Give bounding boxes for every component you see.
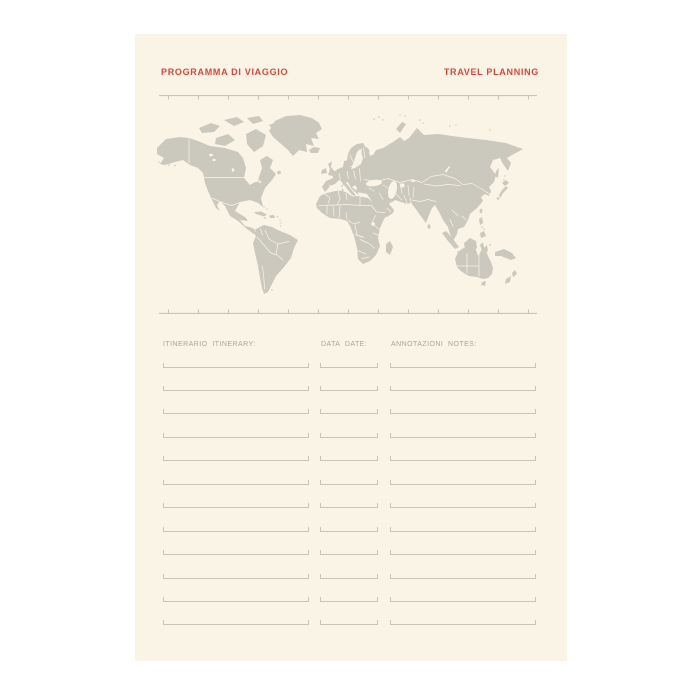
notes-entry-line[interactable] bbox=[390, 503, 536, 508]
itinerary-entry-line[interactable] bbox=[163, 597, 309, 602]
entry-rows bbox=[135, 34, 567, 661]
date-entry-line[interactable] bbox=[320, 574, 378, 579]
title-italian: PROGRAMMA DI VIAGGIO bbox=[161, 67, 289, 77]
itinerary-entry-line[interactable] bbox=[163, 574, 309, 579]
notes-entry-line[interactable] bbox=[390, 527, 536, 532]
date-entry-line[interactable] bbox=[320, 550, 378, 555]
column-header-date: DATA DATE: bbox=[321, 341, 368, 348]
date-entry-line[interactable] bbox=[320, 363, 378, 368]
notes-entry-line[interactable] bbox=[390, 363, 536, 368]
table-row bbox=[135, 432, 567, 438]
itinerary-entry-line[interactable] bbox=[163, 456, 309, 461]
table-row bbox=[135, 596, 567, 602]
table-row bbox=[135, 408, 567, 414]
notes-entry-line[interactable] bbox=[390, 574, 536, 579]
planner-page bbox=[135, 34, 567, 661]
column-header-itinerary: ITINERARIO ITINERARY: bbox=[163, 341, 256, 348]
notes-entry-line[interactable] bbox=[390, 409, 536, 414]
table-row bbox=[135, 362, 567, 368]
table-row bbox=[135, 479, 567, 485]
notes-entry-line[interactable] bbox=[390, 620, 536, 625]
notes-entry-line[interactable] bbox=[390, 597, 536, 602]
notes-entry-line[interactable] bbox=[390, 433, 536, 438]
date-entry-line[interactable] bbox=[320, 386, 378, 391]
table-row bbox=[135, 549, 567, 555]
itinerary-entry-line[interactable] bbox=[163, 503, 309, 508]
date-entry-line[interactable] bbox=[320, 597, 378, 602]
notes-entry-line[interactable] bbox=[390, 550, 536, 555]
notes-entry-line[interactable] bbox=[390, 480, 536, 485]
title-english: TRAVEL PLANNING bbox=[443, 67, 539, 77]
table-row bbox=[135, 619, 567, 625]
date-entry-line[interactable] bbox=[320, 409, 378, 414]
date-entry-line[interactable] bbox=[320, 527, 378, 532]
date-entry-line[interactable] bbox=[320, 503, 378, 508]
table-row bbox=[135, 502, 567, 508]
itinerary-entry-line[interactable] bbox=[163, 363, 309, 368]
itinerary-entry-line[interactable] bbox=[163, 386, 309, 391]
itinerary-entry-line[interactable] bbox=[163, 550, 309, 555]
table-row bbox=[135, 455, 567, 461]
notes-entry-line[interactable] bbox=[390, 386, 536, 391]
date-entry-line[interactable] bbox=[320, 456, 378, 461]
itinerary-entry-line[interactable] bbox=[163, 527, 309, 532]
notes-entry-line[interactable] bbox=[390, 456, 536, 461]
date-entry-line[interactable] bbox=[320, 433, 378, 438]
itinerary-entry-line[interactable] bbox=[163, 433, 309, 438]
table-row bbox=[135, 385, 567, 391]
date-entry-line[interactable] bbox=[320, 480, 378, 485]
table-row bbox=[135, 526, 567, 532]
itinerary-entry-line[interactable] bbox=[163, 620, 309, 625]
table-row bbox=[135, 573, 567, 579]
column-header-notes: ANNOTAZIONI NOTES: bbox=[391, 341, 477, 348]
itinerary-entry-line[interactable] bbox=[163, 480, 309, 485]
itinerary-entry-line[interactable] bbox=[163, 409, 309, 414]
date-entry-line[interactable] bbox=[320, 620, 378, 625]
